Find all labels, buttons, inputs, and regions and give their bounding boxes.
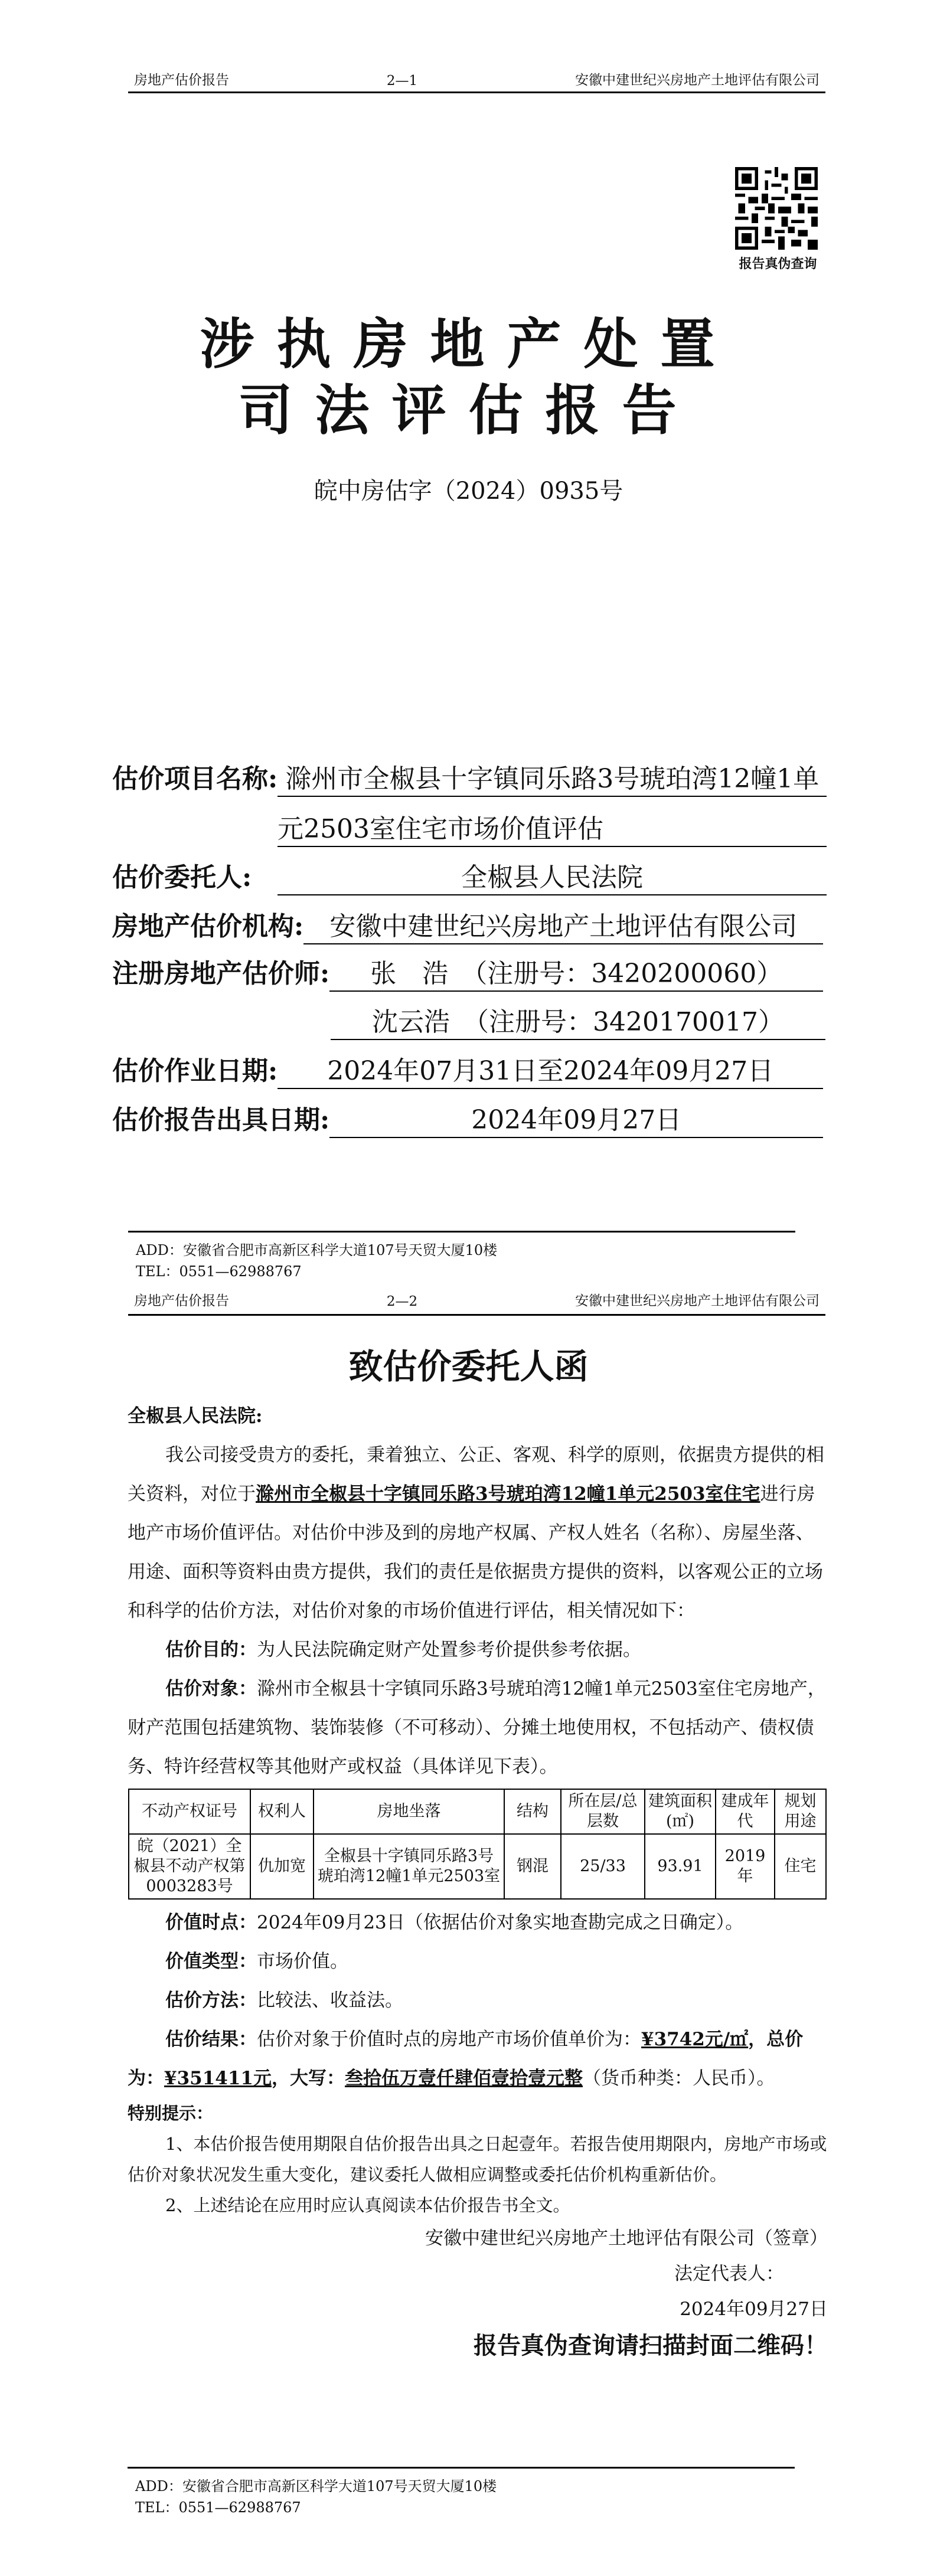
header-company: 安徽中建世纪兴房地产土地评估有限公司 — [575, 1293, 820, 1309]
value-date-text: 2024年09月23日（依据估价对象实地查勘完成之日确定）。 — [257, 1912, 744, 1933]
object-paragraph — [128, 1669, 828, 1786]
object-label: 估价对象： — [165, 1678, 257, 1699]
footer — [128, 1233, 795, 1282]
page2-footer — [128, 2459, 828, 2518]
unit-price: ¥3742元/㎡ — [641, 2029, 749, 2050]
property-table — [128, 1789, 827, 1900]
field-appraisers-cont — [331, 1005, 825, 1040]
letter-title: 致估价委托人函 — [348, 1346, 589, 1387]
verify-note: 报告真伪查询请扫描封面二维码！ — [474, 2332, 828, 2359]
th-owner: 权利人 — [250, 1789, 314, 1834]
footer-phone: TEL：0551—62988767 — [136, 1263, 302, 1280]
purpose-text: 为人民法院确定财产处置参考价提供参考依据。 — [257, 1639, 641, 1660]
field-appraisers — [112, 956, 823, 992]
notice-item-2: 2、上述结论在应用时应认真阅读本估价报告书全文。 — [165, 2195, 570, 2215]
cell-owner: 仇加宽 — [250, 1834, 314, 1899]
purpose-label: 估价目的： — [165, 1639, 257, 1660]
letter-body — [128, 1397, 828, 2518]
table-header-row — [129, 1789, 826, 1834]
th-structure: 结构 — [504, 1789, 561, 1834]
page-header — [128, 65, 825, 89]
th-cert: 不动产权证号 — [129, 1789, 250, 1834]
legal-representative: 法定代表人： — [674, 2263, 784, 2284]
cell-location: 全椒县十字镇同乐路3号琥珀湾12幢1单元2503室 — [314, 1834, 504, 1899]
th-use: 规划用途 — [775, 1789, 826, 1834]
field-value: 全椒县人民法院 — [277, 860, 827, 895]
header-left: 房地产估价报告 — [134, 73, 229, 88]
field-agency — [112, 909, 823, 944]
report-title-line1: 涉执房地产处置 — [200, 312, 737, 376]
footer-address: ADD：安徽省合肥市高新区科学大道107号天贸大厦10楼 — [136, 1242, 498, 1258]
field-value: 张 浩 （注册号：3420200060） — [329, 956, 823, 992]
field-work-period — [112, 1054, 823, 1089]
result-label: 估价结果： — [165, 2029, 257, 2050]
header-rule — [128, 1314, 825, 1316]
value-date-label: 价值时点： — [165, 1912, 257, 1933]
footer-address: ADD：安徽省合肥市高新区科学大道107号天贸大厦10楼 — [135, 2478, 497, 2495]
method-label: 估价方法： — [165, 1990, 257, 2011]
property-address: 滁州市全椒县十字镇同乐路3号琥珀湾12幢1单元2503室住宅 — [256, 1483, 760, 1505]
field-label: 估价报告出具日期: — [112, 1105, 330, 1135]
header-company: 安徽中建世纪兴房地产土地评估有限公司 — [575, 73, 820, 88]
cell-floor: 25/33 — [561, 1834, 645, 1899]
field-label: 房地产估价机构: — [112, 911, 304, 942]
th-floor: 所在层/总层数 — [561, 1789, 645, 1834]
field-value: 元2503室住宅市场价值评估 — [277, 812, 827, 847]
field-label: 估价项目名称: — [112, 764, 278, 794]
result-text: （货币种类：人民币）。 — [583, 2068, 775, 2089]
object-text: 滁州市全椒县十字镇同乐路3号琥珀湾12幢1单元2503室住宅房地产，财产范围包括建筑物、装饰装修（不可移动）、分摊土地使用权，不包括动产、债权债务、特许经营权等其他财产或权益（具体详见下表）。 — [128, 1678, 826, 1777]
intro-text: 进行房地产市场价值评估。对估价中涉及到的房地产权属、产权人姓名（名称）、房屋坐落、用途、面积等资料由贵方提供，我们的责任是依据贵方提供的资料，以客观公正的立场和科学的估价方法，对估价对象的市场价值进行评估，相关情况如下： — [128, 1483, 823, 1622]
method-paragraph — [128, 1981, 828, 2020]
total-price-words: 叁拾伍万壹仟肆佰壹拾壹元整 — [345, 2068, 583, 2089]
notice-title: 特别提示： — [128, 2103, 214, 2123]
intro-text: 我公司接受贵方的委托，秉着独立、公正、客观、科学的原则，依据贵方提供的相关资料，对位于 — [128, 1444, 824, 1505]
field-value: 滁州市全椒县十字镇同乐路3号琥珀湾12幢1单 — [277, 761, 827, 797]
purpose-paragraph — [128, 1630, 828, 1669]
field-label: 注册房地产估价师: — [112, 959, 330, 989]
cell-year: 2019年 — [716, 1834, 775, 1899]
value-type-label: 价值类型： — [165, 1951, 257, 1972]
salutation: 全椒县人民法院: — [128, 1405, 263, 1427]
result-text: 估价对象于价值时点的房地产市场价值单价为： — [257, 2029, 641, 2050]
field-project-name-cont — [277, 812, 827, 847]
table-row — [129, 1834, 826, 1899]
report-title-line2: 司法评估报告 — [238, 378, 699, 442]
signature-date: 2024年09月27日 — [680, 2299, 828, 2320]
page1-footer — [128, 1231, 795, 1282]
header-page-number: 2—1 — [386, 73, 418, 89]
result-text: ，大写： — [272, 2068, 345, 2089]
result-text: ，总价为： — [128, 2029, 804, 2089]
field-project-name — [112, 761, 827, 797]
field-issue-date — [112, 1103, 823, 1138]
method-text: 比较法、收益法。 — [257, 1990, 403, 2011]
value-type-text: 市场价值。 — [257, 1951, 348, 1972]
th-area: 建筑面积(㎡) — [645, 1789, 716, 1834]
field-label: 估价委托人: — [112, 862, 252, 893]
th-year: 建成年代 — [716, 1789, 775, 1834]
cell-use: 住宅 — [775, 1834, 826, 1899]
value-type-paragraph — [128, 1942, 828, 1981]
field-label: 估价作业日期: — [112, 1056, 278, 1086]
footer — [128, 2469, 828, 2518]
qr-caption: 报告真伪查询 — [739, 256, 817, 272]
field-value: 2024年07月31日至2024年09月27日 — [277, 1054, 823, 1089]
document-number: 皖中房估字（2024）0935号 — [314, 478, 623, 505]
result-paragraph — [128, 2020, 828, 2098]
intro-paragraph — [128, 1436, 828, 1630]
company-signature: 安徽中建世纪兴房地产土地评估有限公司（签章） — [425, 2228, 828, 2249]
cell-area: 93.91 — [645, 1834, 716, 1899]
value-date-paragraph — [128, 1903, 828, 1942]
header-left: 房地产估价报告 — [134, 1293, 229, 1309]
footer-phone: TEL：0551—62988767 — [135, 2499, 301, 2516]
header-rule — [128, 91, 825, 93]
field-value: 沈云浩 （注册号：3420170017） — [331, 1005, 825, 1040]
field-value: 安徽中建世纪兴房地产土地评估有限公司 — [303, 909, 823, 944]
cell-cert: 皖（2021）全椒县不动产权第0003283号 — [129, 1834, 250, 1899]
field-client — [112, 860, 827, 895]
notice-item-1: 1、本估价报告使用期限自估价报告出具之日起壹年。若报告使用期限内，房地产市场或估价对象状况发生重大变化，建议委托人做相应调整或委托估价机构重新估价。 — [128, 2134, 827, 2185]
field-value: 2024年09月27日 — [329, 1103, 823, 1138]
total-price: ¥351411元 — [164, 2068, 272, 2089]
header-page-number: 2—2 — [386, 1294, 418, 1309]
page-header — [128, 1286, 825, 1309]
th-location: 房地坐落 — [314, 1789, 504, 1834]
qr-code-icon — [735, 167, 818, 250]
cell-structure: 钢混 — [504, 1834, 561, 1899]
